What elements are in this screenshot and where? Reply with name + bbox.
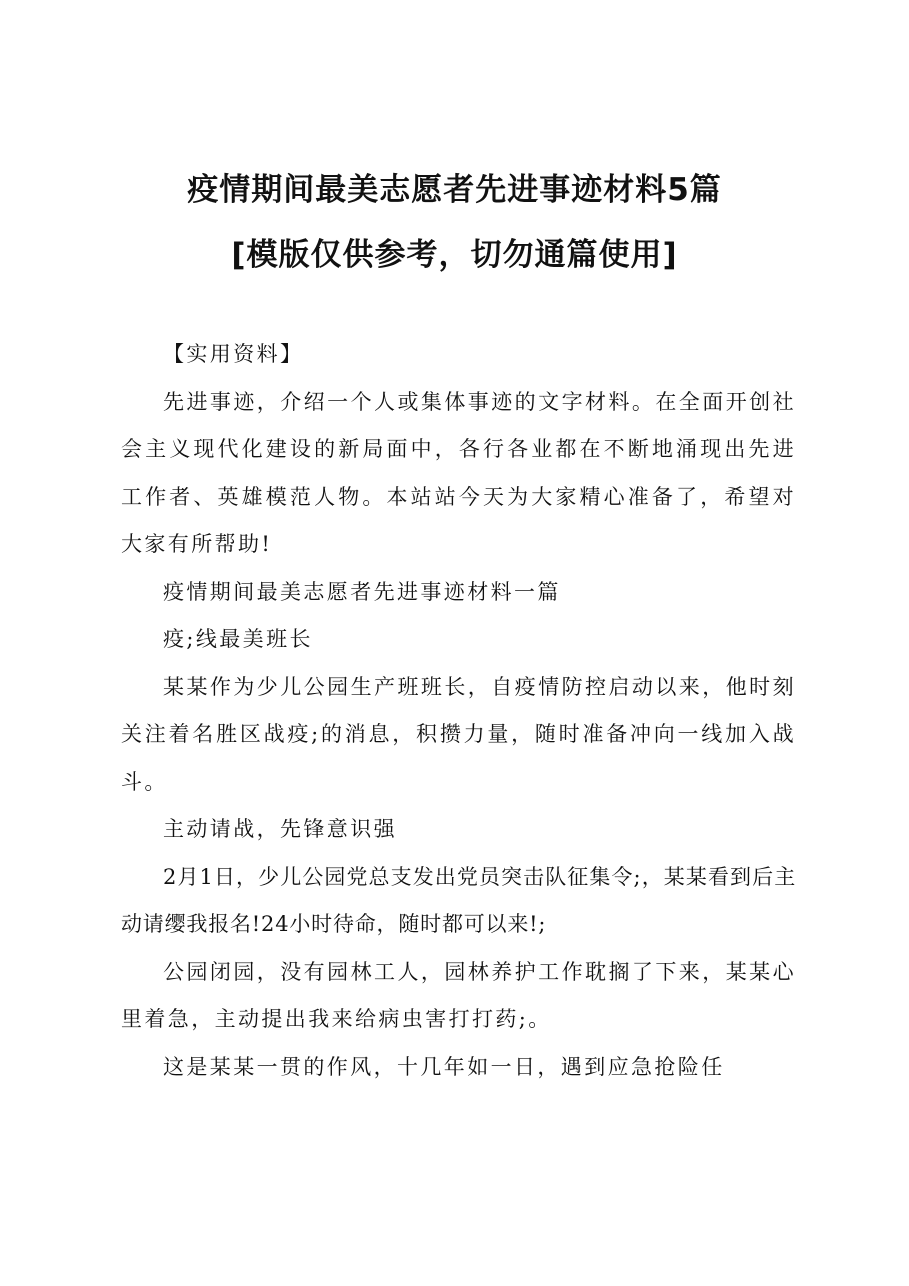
paragraph-section-heading: 疫情期间最美志愿者先进事迹材料一篇 [163,579,561,604]
paragraph: 这是某某一贯的作风，十几年如一日，遇到应急抢险任 [163,1054,725,1079]
document-body [121,331,796,1091]
document-subtitle: [模版仅供参考，切勿通篇使用] [231,237,678,273]
paragraph-subheading: 主动请战，先锋意识强 [163,817,397,841]
document-title: 疫情期间最美志愿者先进事迹材料5篇 [187,172,722,208]
paragraph: 某某作为少儿公园生产班班长，自疫情防控启动以来，他时刻关注着名胜区战疫;的消息，积攒力量，随时准备冲向一线加入战斗。 [121,674,796,794]
paragraph-label: 【实用资料】 [163,342,304,366]
paragraph: 公园闭园，没有园林工人，园林养护工作耽搁了下来，某某心里着急，主动提出我来给病虫害打打药;。 [121,959,796,1031]
paragraph-intro: 先进事迹，介绍一个人或集体事迹的文字材料。在全面开创社会主义现代化建设的新局面中，各行各业都在不断地涌现出先进工作者、英雄模范人物。本站站今天为大家精心准备了，希望对大家有所帮助! [121,389,796,556]
paragraph-subheading: 疫;线最美班长 [163,627,313,651]
paragraph: 2月1日，少儿公园党总支发出党员突击队征集令;，某某看到后主动请缨我报名!24小时待命，随时都可以来!; [121,864,796,936]
